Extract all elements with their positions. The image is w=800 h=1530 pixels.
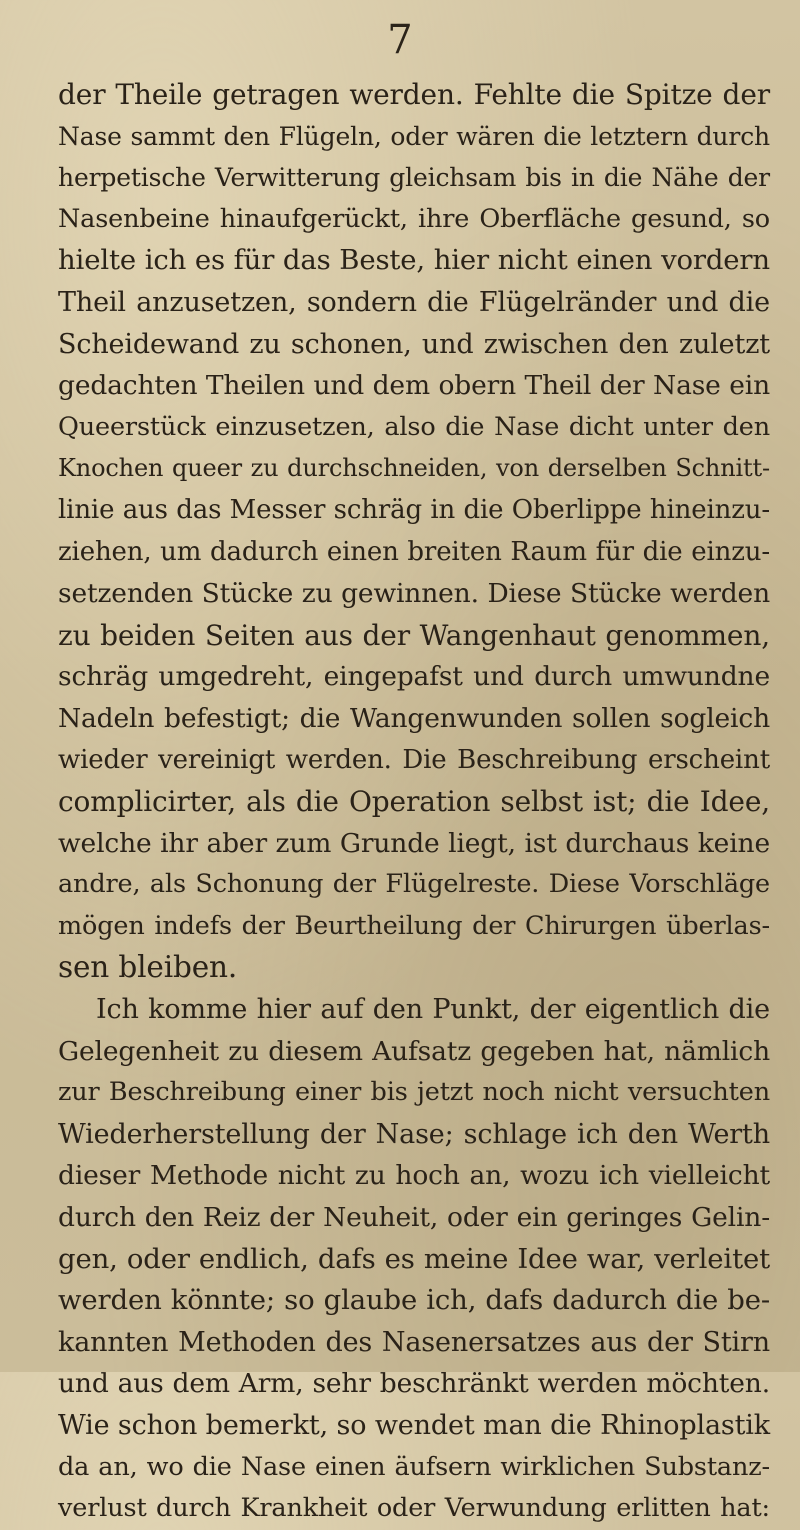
text-line: mögen indefs der Beurtheilung der Chirurgen überlas- [58, 910, 770, 941]
text-line: schräg umgedreht, eingepafst und durch umwundne [58, 661, 770, 693]
text-line: durch den Reiz der Neuheit, oder ein geringes Gelin- [58, 1202, 770, 1234]
text-line: wieder vereinigt werden. Die Beschreibung erscheint [58, 744, 770, 775]
text-line: dieser Methode nicht zu hoch an, wozu ich vielleicht [58, 1160, 770, 1192]
text-line: verlust durch Krankheit oder Verwundung erlitten hat: [58, 1493, 770, 1524]
text-line: und aus dem Arm, sehr beschränkt werden möchten. [58, 1368, 770, 1400]
text-line: kannten Methoden des Nasenersatzes aus der Stirn [58, 1326, 770, 1358]
body-text [58, 74, 770, 1530]
text-line: Theil anzusetzen, sondern die Flügelränder und die [58, 286, 770, 318]
text-line: zu beiden Seiten aus der Wangenhaut genommen, [58, 618, 770, 652]
text-line: setzenden Stücke zu gewinnen. Diese Stücke werden [58, 578, 770, 610]
text-line: Nadeln befestigt; die Wangenwunden sollen sogleich [58, 702, 770, 734]
text-line: hielte ich es für das Beste, hier nicht einen vordern [58, 244, 770, 277]
text-line: Queerstück einzusetzen, also die Nase dicht unter den [58, 411, 770, 442]
text-line: Knochen queer zu durchschneiden, von derselben Schnitt- [58, 454, 770, 483]
text-line: werden könnte; so glaube ich, dafs dadurch die be- [58, 1284, 770, 1317]
text-line: andre, als Schonung der Flügelreste. Diese Vorschläge [58, 869, 770, 900]
text-line: welche ihr aber zum Grunde liegt, ist durchaus keine [58, 827, 770, 859]
text-line: Wie schon bemerkt, so wendet man die Rhinoplastik [58, 1410, 770, 1441]
text-line: Nasenbeine hinaufgerückt, ihre Oberfläche gesund, so [58, 203, 770, 234]
text-line: Nase sammt den Flügeln, oder wären die letztern durch [58, 121, 770, 151]
text-line: Scheidewand zu schonen, und zwischen den zuletzt [58, 328, 770, 360]
page-number: 7 [387, 17, 413, 63]
text-line-paragraph-end: sen bleiben. [58, 950, 238, 985]
text-line-paragraph-start: Ich komme hier auf den Punkt, der eigentlich die [96, 994, 770, 1026]
text-line: gedachten Theilen und dem obern Theil der Nase ein [58, 370, 770, 402]
text-line: complicirter, als die Operation selbst ist; die Idee, [58, 785, 770, 819]
text-line: ziehen, um dadurch einen breiten Raum für die einzu- [58, 536, 770, 567]
text-line: zur Beschreibung einer bis jetzt noch nicht versuchten [58, 1077, 770, 1108]
text-line: Gelegenheit zu diesem Aufsatz gegeben hat, nämlich [58, 1035, 770, 1067]
text-line: gen, oder endlich, dafs es meine Idee war, verleitet [58, 1242, 770, 1275]
text-line: da an, wo die Nase einen äufsern wirklichen Substanz- [58, 1451, 770, 1482]
text-line: herpetische Verwitterung gleichsam bis in die Nähe der [58, 163, 770, 193]
text-line: Wiederherstellung der Nase; schlage ich den Werth [58, 1118, 770, 1150]
text-line: der Theile getragen werden. Fehlte die Spitze der [58, 78, 770, 111]
text-line: linie aus das Messer schräg in die Oberlippe hineinzu- [58, 494, 770, 525]
